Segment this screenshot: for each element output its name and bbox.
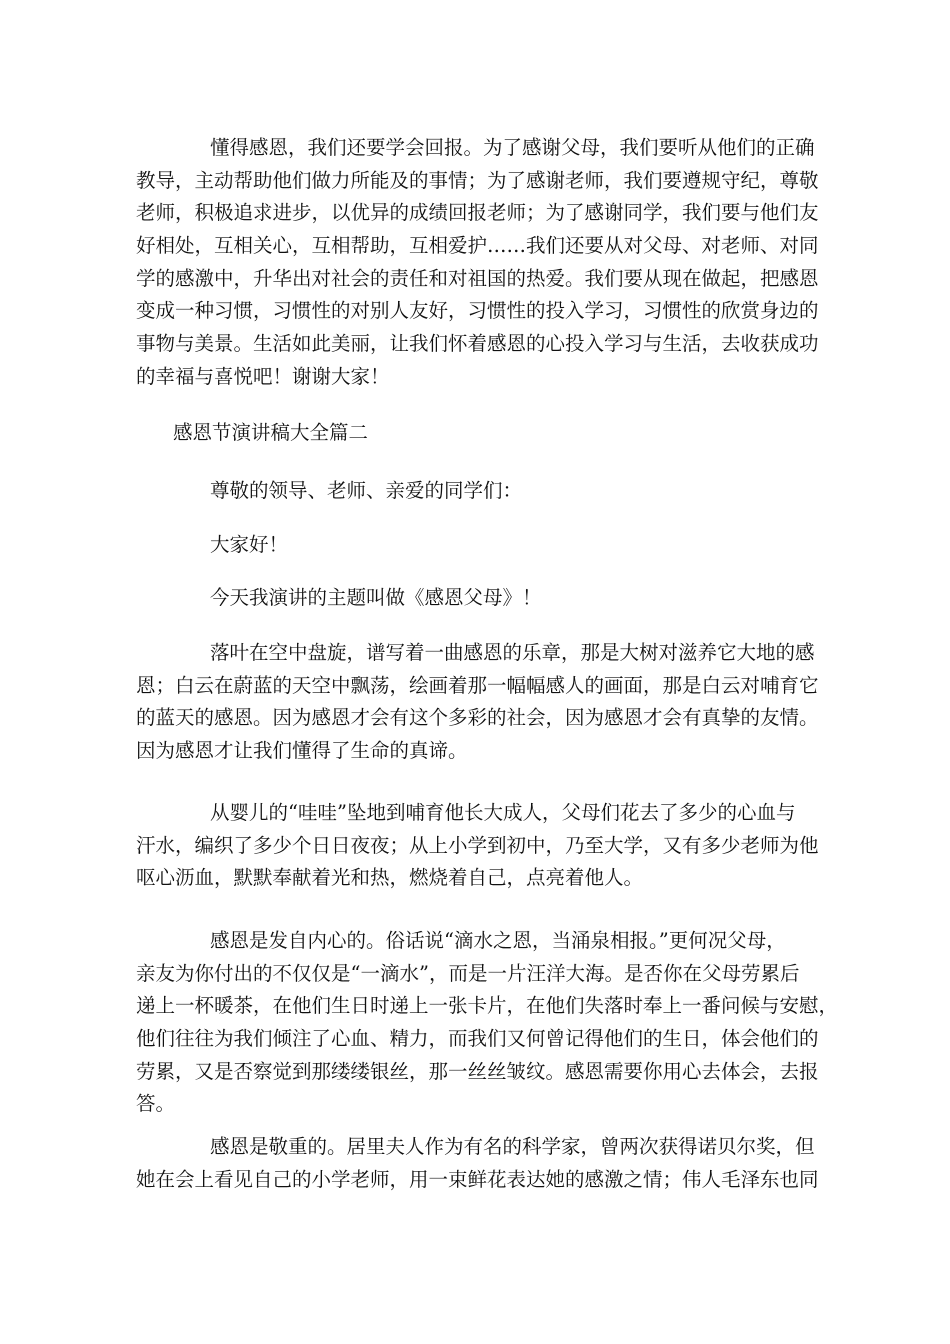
paragraph-gratitude-return — [136, 132, 819, 394]
text-line: 感恩是敬重的。居里夫人作为有名的科学家，曾两次获得诺贝尔奖，但 — [210, 1135, 815, 1158]
text-line: 懂得感恩，我们还要学会回报。为了感谢父母，我们要听从他们的正确 — [210, 136, 815, 159]
text-line: 递上一杯暖茶，在他们生日时递上一张卡片，在他们失落时奉上一番问候与安慰， — [136, 994, 839, 1018]
text-line: 呕心沥血，默默奉献着光和热，燃烧着自己，点亮着他人。 — [136, 866, 644, 890]
text-line: 劳累，又是否察觉到那缕缕银丝，那一丝丝皱纹。感恩需要你用心去体会，去报 — [136, 1059, 819, 1083]
text-line: 落叶在空中盘旋，谱写着一曲感恩的乐章，那是大树对滋养它大地的感 — [210, 641, 815, 664]
text-line: 从婴儿的“哇哇”坠地到哺育他长大成人，父母们花去了多少的心血与 — [210, 801, 796, 824]
paragraph-gratitude-from-heart — [136, 925, 839, 1121]
text-line: 他们往往为我们倾注了心血、精力，而我们又何曾记得他们的生日，体会他们的 — [136, 1027, 819, 1051]
text-line: 她在会上看见自己的小学老师，用一束鲜花表达她的感激之情；伟人毛泽东也同 — [136, 1167, 819, 1191]
text-line: 因为感恩才让我们懂得了生命的真谛。 — [136, 739, 468, 763]
text-line: 事物与美景。生活如此美丽，让我们怀着感恩的心投入学习与生活，去收获成功 — [136, 332, 819, 356]
text-line: 感恩是发自内心的。俗话说“滴水之恩，当涌泉相报。”更何况父母， — [210, 929, 786, 952]
greeting: 大家好！ — [210, 533, 289, 556]
paragraph-leaves-clouds — [136, 637, 819, 768]
text-line: 汗水，编织了多少个日日夜夜；从上小学到初中，乃至大学，又有多少老师为他 — [136, 833, 819, 857]
text-line: 好相处，互相关心，互相帮助，互相爱护……我们还要从对父母、对老师、对同 — [136, 234, 819, 258]
text-line: 恩；白云在蔚蓝的天空中飘荡，绘画着那一幅幅感人的画面，那是白云对哺育它 — [136, 673, 819, 697]
text-line: 亲友为你付出的不仅仅是“一滴水”，而是一片汪洋大海。是否你在父母劳累后 — [136, 961, 800, 985]
text-line: 教导，主动帮助他们做力所能及的事情；为了感谢老师，我们要遵规守纪，尊敬 — [136, 168, 819, 192]
text-line: 答。 — [136, 1092, 176, 1116]
text-line: 学的感激中，升华出对社会的责任和对祖国的热爱。我们要从现在做起，把感恩 — [136, 266, 819, 290]
text-line: 的蓝天的感恩。因为感恩才会有这个多彩的社会，因为感恩才会有真挚的友情。 — [136, 706, 819, 730]
text-line: 老师，积极追求进步，以优异的成绩回报老师；为了感谢同学，我们要与他们友 — [136, 201, 819, 225]
paragraph-parents-teachers — [136, 797, 819, 895]
speech-topic: 今天我演讲的主题叫做《感恩父母》！ — [210, 586, 542, 609]
paragraph-gratitude-respect — [136, 1131, 819, 1196]
salutation: 尊敬的领导、老师、亲爱的同学们： — [210, 479, 523, 502]
text-line: 变成一种习惯，习惯性的对别人友好，习惯性的投入学习，习惯性的欣赏身边的 — [136, 299, 819, 323]
section-heading: 感恩节演讲稿大全篇二 — [173, 421, 369, 444]
text-line: 的幸福与喜悦吧！谢谢大家！ — [136, 364, 390, 388]
